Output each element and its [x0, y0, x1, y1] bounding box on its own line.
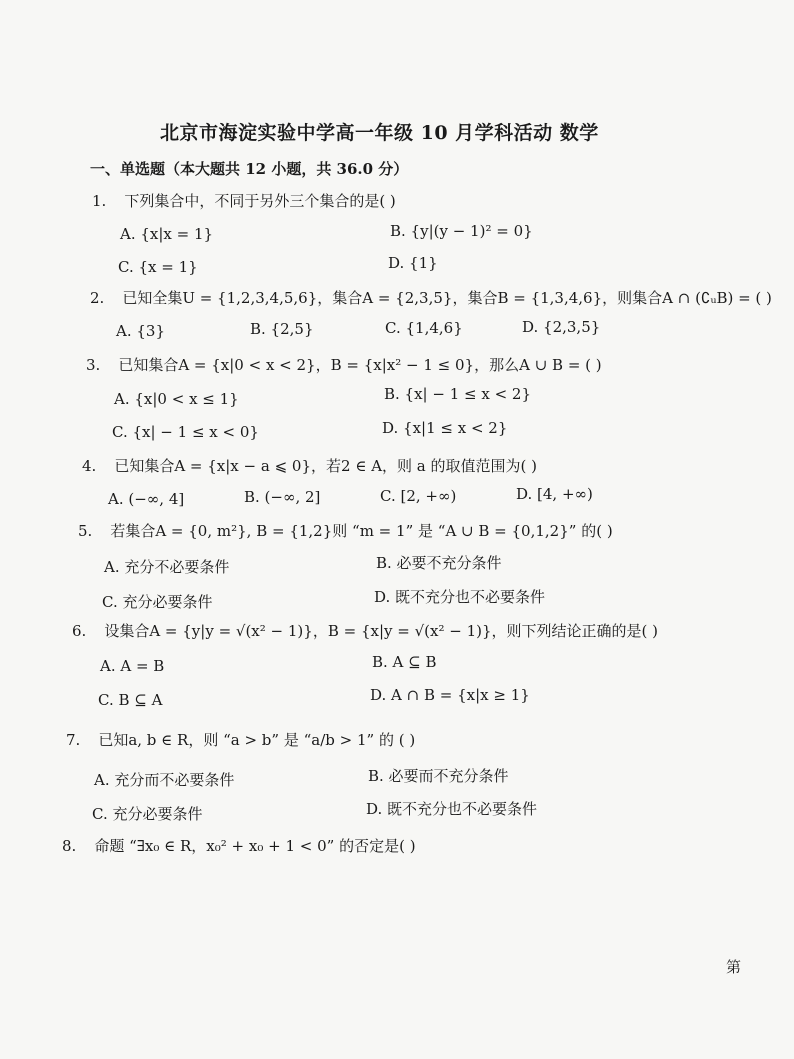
question-number: 8.: [62, 837, 77, 855]
question-text: 已知a, b ∈ R，则 “a > b” 是 “a/b > 1” 的 ( ): [98, 731, 416, 749]
option-d: D. 既不充分也不必要条件: [366, 800, 538, 818]
question-text: 已知集合A = {x|0 < x < 2}，B = {x|x² − 1 ≤ 0}，那么A ∪ B = ( ): [118, 356, 602, 374]
option-c: C. B ⊆ A: [98, 691, 163, 709]
question-4: [82, 455, 537, 476]
question-5: [78, 520, 613, 541]
question-7: [66, 729, 415, 750]
option-a: A. 充分不必要条件: [104, 558, 230, 576]
question-6: [72, 620, 658, 641]
option-b: B. {2,5}: [250, 320, 314, 338]
option-a: A. A = B: [100, 657, 165, 675]
question-text: 下列集合中，不同于另外三个集合的是( ): [124, 192, 396, 210]
question-text: 设集合A = {y|y = √(x² − 1)}，B = {x|y = √(x² − 1)}，则下列结论正确的是( ): [104, 622, 658, 640]
option-c: C. {x = 1}: [118, 258, 198, 276]
question-text: 命题 “∃x₀ ∈ R，x₀² + x₀ + 1 < 0” 的否定是( ): [94, 837, 416, 855]
question-text: 已知集合A = {x|x − a ⩽ 0}，若2 ∈ A，则 a 的取值范围为( ): [114, 457, 537, 475]
question-number: 6.: [72, 622, 87, 640]
option-b: B. 必要不充分条件: [376, 554, 502, 572]
option-c: C. 充分必要条件: [102, 593, 213, 611]
option-d: D. {x|1 ≤ x < 2}: [382, 419, 508, 437]
page-title: 北京市海淀实验中学高一年级 10 月学科活动 数学: [160, 122, 599, 144]
option-b: B. 必要而不充分条件: [368, 767, 509, 785]
option-d: D. {2,3,5}: [522, 318, 601, 336]
section-heading: 一、单选题（本大题共 12 小题，共 36.0 分）: [90, 160, 409, 178]
option-a: A. {x|0 < x ≤ 1}: [114, 390, 239, 408]
option-d: D. 既不充分也不必要条件: [374, 588, 546, 606]
option-a: A. {x|x = 1}: [120, 225, 214, 243]
question-number: 4.: [82, 457, 97, 475]
question-1: [92, 190, 396, 211]
option-d: D. [4, +∞): [516, 485, 593, 503]
page-corner-text: 第: [726, 958, 742, 976]
question-number: 5.: [78, 522, 93, 540]
question-number: 1.: [92, 192, 107, 210]
option-b: B. A ⊆ B: [372, 653, 437, 671]
option-a: A. 充分而不必要条件: [94, 771, 235, 789]
question-number: 7.: [66, 731, 81, 749]
option-c: C. {1,4,6}: [385, 319, 463, 337]
option-b: B. {y|(y − 1)² = 0}: [390, 222, 533, 240]
option-c: C. 充分必要条件: [92, 805, 203, 823]
question-number: 2.: [90, 289, 105, 307]
question-text: 若集合A = {0, m²}, B = {1,2}则 “m = 1” 是 “A ∪ B = {0,1,2}” 的( ): [110, 522, 613, 540]
question-2: [90, 287, 772, 308]
option-b: B. {x| − 1 ≤ x < 2}: [384, 385, 532, 403]
question-8: [62, 835, 416, 856]
option-a: A. (−∞, 4]: [108, 490, 185, 508]
question-number: 3.: [86, 356, 101, 374]
option-d: D. {1}: [388, 254, 438, 272]
question-text: 已知全集U = {1,2,3,4,5,6}，集合A = {2,3,5}，集合B = {1,3,4,6}，则集合A ∩ (∁ᵤB) = ( ): [122, 289, 772, 307]
option-d: D. A ∩ B = {x|x ≥ 1}: [370, 686, 530, 704]
option-c: C. [2, +∞): [380, 487, 457, 505]
question-3: [86, 354, 602, 375]
option-a: A. {3}: [116, 322, 165, 340]
option-b: B. (−∞, 2]: [244, 488, 321, 506]
option-c: C. {x| − 1 ≤ x < 0}: [112, 423, 259, 441]
